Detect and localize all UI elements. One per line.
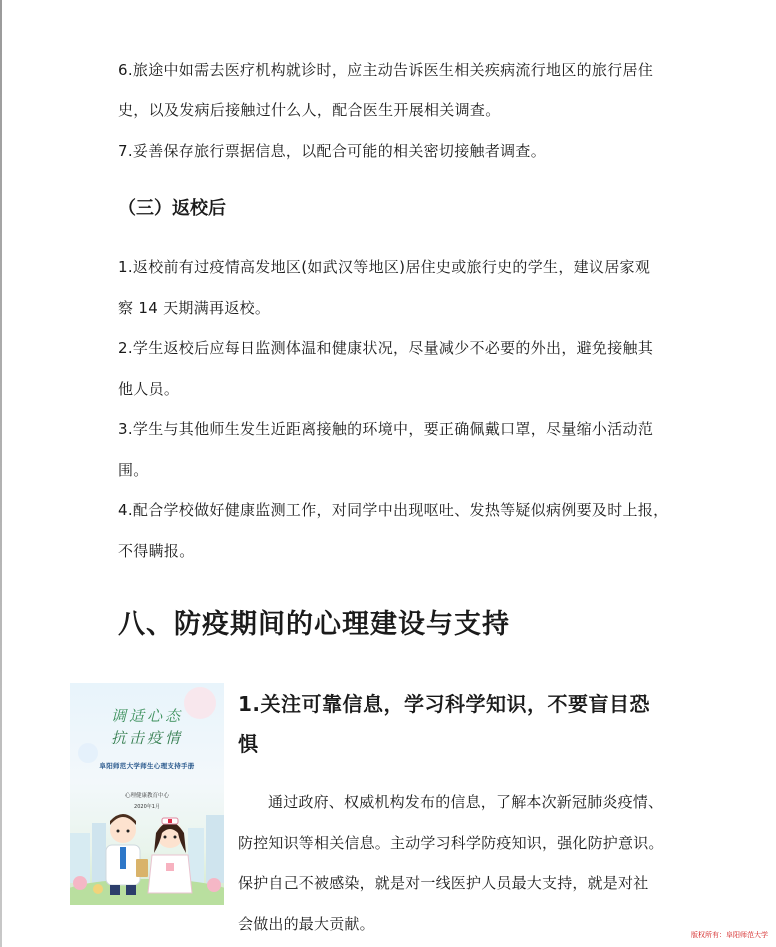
travel-tip-6-line1: 6.旅途中如需去医疗机构就诊时，应主动告诉医生相关疾病流行地区的旅行居住 (118, 61, 654, 79)
cover-title: 阜阳师范大学师生心理支持手册 (99, 762, 195, 770)
travel-tip-7: 7.妥善保存旅行票据信息，以配合可能的相关密切接触者调查。 (118, 142, 547, 160)
section-heading-return: （三）返校后 (118, 198, 226, 219)
body-line1: 通过政府、权威机构发布的信息，了解本次新冠肺炎疫情、 (268, 793, 664, 811)
chapter-heading: 八、防疫期间的心理建设与支持 (118, 609, 510, 640)
subheading-line2: 惧 (238, 732, 259, 756)
body-line4: 会做出的最大贡献。 (238, 915, 375, 933)
return-item-2-line2: 他人员。 (118, 380, 180, 398)
travel-tip-6-line2: 史，以及发病后接触过什么人，配合医生开展相关调查。 (118, 101, 501, 119)
body-line2: 防控知识等相关信息。主动学习科学防疫知识，强化防护意识。 (238, 834, 664, 852)
return-item-1-line2: 察 14 天期满再返校。 (118, 299, 271, 317)
body-line3: 保护自己不被感染，就是对一线医护人员最大支持，就是对社 (238, 874, 649, 892)
cover-date: 2020年1月 (134, 804, 160, 810)
cover-org: 心理健康教育中心 (124, 793, 169, 799)
return-item-3-line2: 围。 (118, 461, 149, 479)
cover-slogan-line1: 调适心态 (110, 707, 183, 725)
return-item-4-line2: 不得瞒报。 (118, 542, 195, 560)
cover-slogan-line2: 抗击疫情 (110, 729, 183, 747)
return-item-3-line1: 3.学生与其他师生发生近距离接触的环境中，要正确佩戴口罩，尽量缩小活动范 (118, 420, 654, 438)
nurse-figure (148, 818, 192, 893)
handbook-cover-image (70, 683, 224, 905)
doctor-figure (106, 814, 140, 895)
return-item-2-line1: 2.学生返校后应每日监测体温和健康状况，尽量减少不必要的外出，避免接触其 (118, 339, 654, 357)
subheading-line1: 1.关注可靠信息，学习科学知识，不要盲目恐 (238, 692, 651, 716)
copyright-watermark: 版权所有：阜阳师范大学 (691, 931, 768, 939)
return-item-4-line1: 4.配合学校做好健康监测工作，对同学中出现呕吐、发热等疑似病例要及时上报， (118, 501, 669, 519)
return-item-1-line1: 1.返校前有过疫情高发地区(如武汉等地区)居住史或旅行史的学生，建议居家观 (118, 258, 651, 276)
